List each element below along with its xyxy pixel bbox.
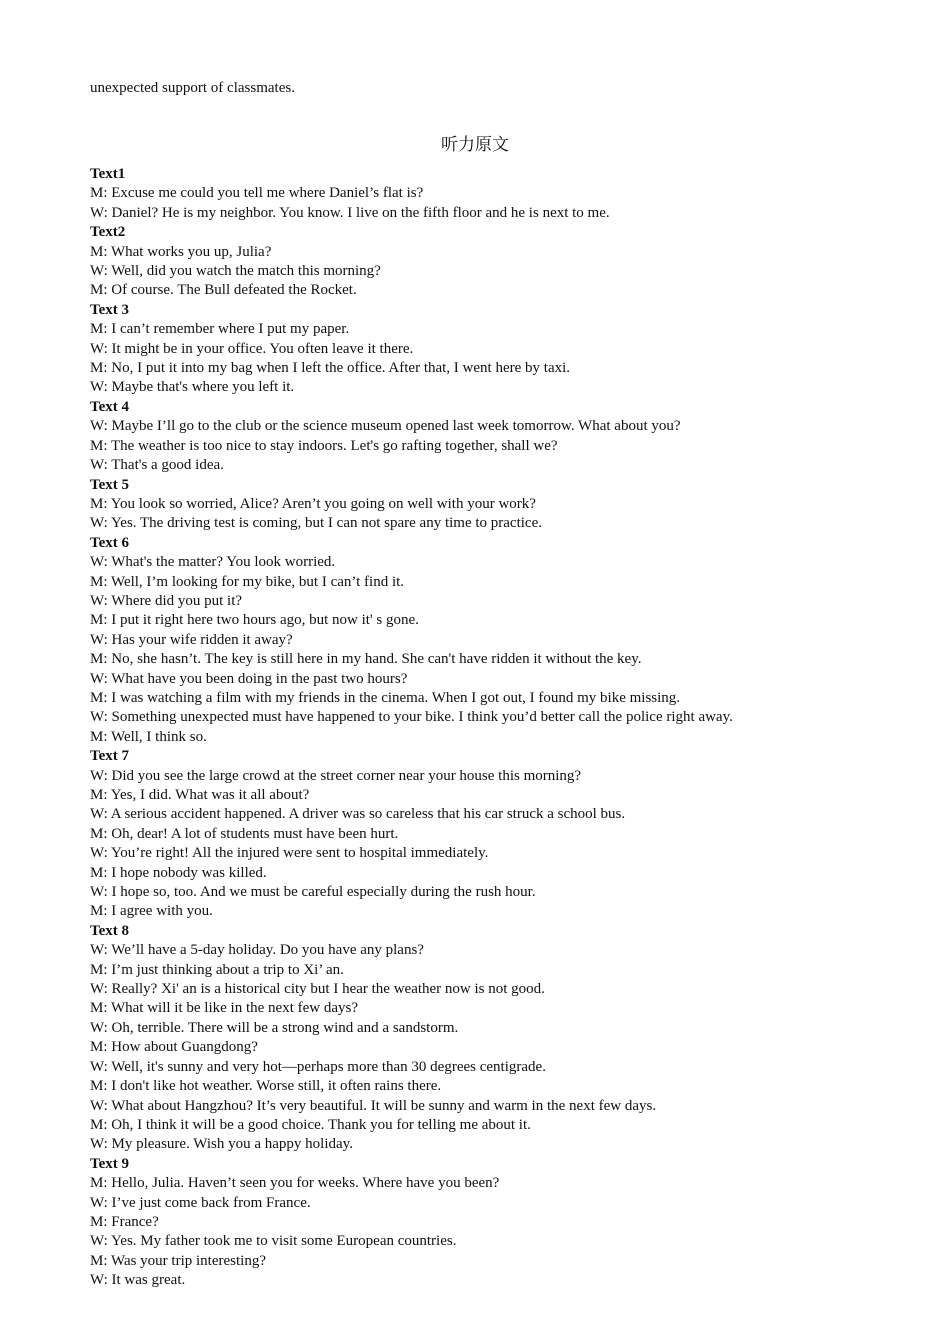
section-heading: Text2 bbox=[90, 224, 126, 241]
dialogue-line: M: I don't like hot weather. Worse still, it often rains there. bbox=[90, 1078, 442, 1095]
transcript-section bbox=[90, 398, 930, 476]
dialogue-line: W: It might be in your office. You often leave it there. bbox=[90, 340, 414, 357]
dialogue-line: M: France? bbox=[90, 1213, 159, 1230]
dialogue-line: W: Where did you put it? bbox=[90, 592, 243, 609]
dialogue-line: M: How about Guangdong? bbox=[90, 1039, 258, 1056]
dialogue-line: W: I hope so, too. And we must be careful especially during the rush hour. bbox=[90, 884, 536, 901]
transcript-section bbox=[90, 747, 930, 922]
dialogue-line: W: Oh, terrible. There will be a strong wind and a sandstorm. bbox=[90, 1019, 459, 1036]
dialogue-line: M: Hello, Julia. Haven’t seen you for weeks. Where have you been? bbox=[90, 1175, 500, 1192]
dialogue-line: M: I hope nobody was killed. bbox=[90, 864, 267, 881]
transcript-section bbox=[90, 922, 930, 1155]
dialogue-line: W: It was great. bbox=[90, 1272, 186, 1289]
section-heading: Text 7 bbox=[90, 748, 130, 765]
dialogue-line: W: Yes. The driving test is coming, but I can not spare any time to practice. bbox=[90, 515, 542, 532]
dialogue-line: W: What have you been doing in the past two hours? bbox=[90, 670, 408, 687]
dialogue-line: M: No, she hasn’t. The key is still here in my hand. She can't have ridden it without the key. bbox=[90, 651, 642, 668]
dialogue-line: M: I put it right here two hours ago, but now it' s gone. bbox=[90, 612, 419, 629]
dialogue-line: M: Was your trip interesting? bbox=[90, 1252, 266, 1269]
dialogue-line: M: Yes, I did. What was it all about? bbox=[90, 787, 310, 803]
dialogue-line: M: I’m just thinking about a trip to Xi’ an. bbox=[90, 961, 344, 978]
dialogue-line: W: Did you see the large crowd at the street corner near your house this morning? bbox=[90, 767, 582, 784]
dialogue-line: M: No, I put it into my bag when I left the office. After that, I went here by taxi. bbox=[90, 360, 571, 377]
dialogue-line: M: Excuse me could you tell me where Daniel’s flat is? bbox=[90, 185, 424, 202]
transcript-section bbox=[90, 534, 930, 747]
transcript-section bbox=[90, 476, 930, 534]
section-heading: Text 5 bbox=[90, 476, 130, 493]
dialogue-line: W: We’ll have a 5-day holiday. Do you have any plans? bbox=[90, 942, 424, 959]
dialogue-line: M: You look so worried, Alice? Aren’t you going on well with your work? bbox=[90, 495, 536, 512]
dialogue-line: W: Yes. My father took me to visit some European countries. bbox=[90, 1233, 457, 1250]
dialogue-line: W: Something unexpected must have happened to your bike. I think you’d better call the police right away. bbox=[90, 709, 733, 726]
page-title: 听力原文 bbox=[441, 135, 509, 155]
dialogue-line: M: What works you up, Julia? bbox=[90, 243, 272, 260]
dialogue-line: M: Oh, I think it will be a good choice. Thank you for telling me about it. bbox=[90, 1116, 531, 1133]
dialogue-line: W: Has your wife ridden it away? bbox=[90, 631, 293, 648]
intro-line: unexpected support of classmates. bbox=[90, 80, 295, 96]
section-heading: Text 8 bbox=[90, 922, 130, 939]
section-heading: Text 4 bbox=[90, 398, 130, 415]
dialogue-line: W: Maybe that's where you left it. bbox=[90, 379, 295, 396]
dialogue-line: M: Well, I think so. bbox=[90, 728, 207, 745]
dialogue-line: W: What's the matter? You look worried. bbox=[90, 554, 336, 571]
dialogue-line: W: You’re right! All the injured were sent to hospital immediately. bbox=[90, 845, 489, 862]
dialogue-line: M: Well, I’m looking for my bike, but I can’t find it. bbox=[90, 573, 405, 590]
dialogue-line: W: A serious accident happened. A driver was so careless that his car struck a school bus. bbox=[90, 806, 626, 823]
transcript-section bbox=[90, 165, 930, 223]
dialogue-line: M: The weather is too nice to stay indoors. Let's go rafting together, shall we? bbox=[90, 437, 558, 454]
dialogue-line: W: Really? Xi' an is a historical city but I hear the weather now is not good. bbox=[90, 981, 545, 998]
dialogue-line: M: What will it be like in the next few days? bbox=[90, 1000, 358, 1017]
dialogue-line: W: Daniel? He is my neighbor. You know. I live on the fifth floor and he is next to me. bbox=[90, 204, 610, 221]
section-heading: Text1 bbox=[90, 166, 126, 182]
transcript-body bbox=[90, 165, 930, 1291]
transcript-section bbox=[90, 223, 930, 301]
dialogue-line: M: Oh, dear! A lot of students must have been hurt. bbox=[90, 825, 399, 842]
section-heading: Text 9 bbox=[90, 1155, 130, 1172]
dialogue-line: W: That's a good idea. bbox=[90, 457, 224, 474]
dialogue-line: W: I’ve just come back from France. bbox=[90, 1194, 311, 1211]
dialogue-line: W: Well, did you watch the match this morning? bbox=[90, 263, 381, 280]
dialogue-line: M: Of course. The Bull defeated the Rocket. bbox=[90, 282, 357, 299]
transcript-section bbox=[90, 1155, 930, 1291]
dialogue-line: M: I agree with you. bbox=[90, 903, 213, 920]
dialogue-line: M: I was watching a film with my friends in the cinema. When I got out, I found my bike missing. bbox=[90, 689, 681, 706]
section-heading: Text 6 bbox=[90, 534, 130, 551]
transcript-section bbox=[90, 301, 930, 398]
dialogue-line: M: I can’t remember where I put my paper. bbox=[90, 321, 350, 338]
section-heading: Text 3 bbox=[90, 301, 130, 318]
dialogue-line: W: Well, it's sunny and very hot—perhaps more than 30 degrees centigrade. bbox=[90, 1058, 546, 1075]
dialogue-line: W: What about Hangzhou? It’s very beautiful. It will be sunny and warm in the next few days. bbox=[90, 1097, 657, 1114]
dialogue-line: W: My pleasure. Wish you a happy holiday. bbox=[90, 1136, 353, 1153]
dialogue-line: W: Maybe I’ll go to the club or the science museum opened last week tomorrow. What about you? bbox=[90, 418, 681, 435]
